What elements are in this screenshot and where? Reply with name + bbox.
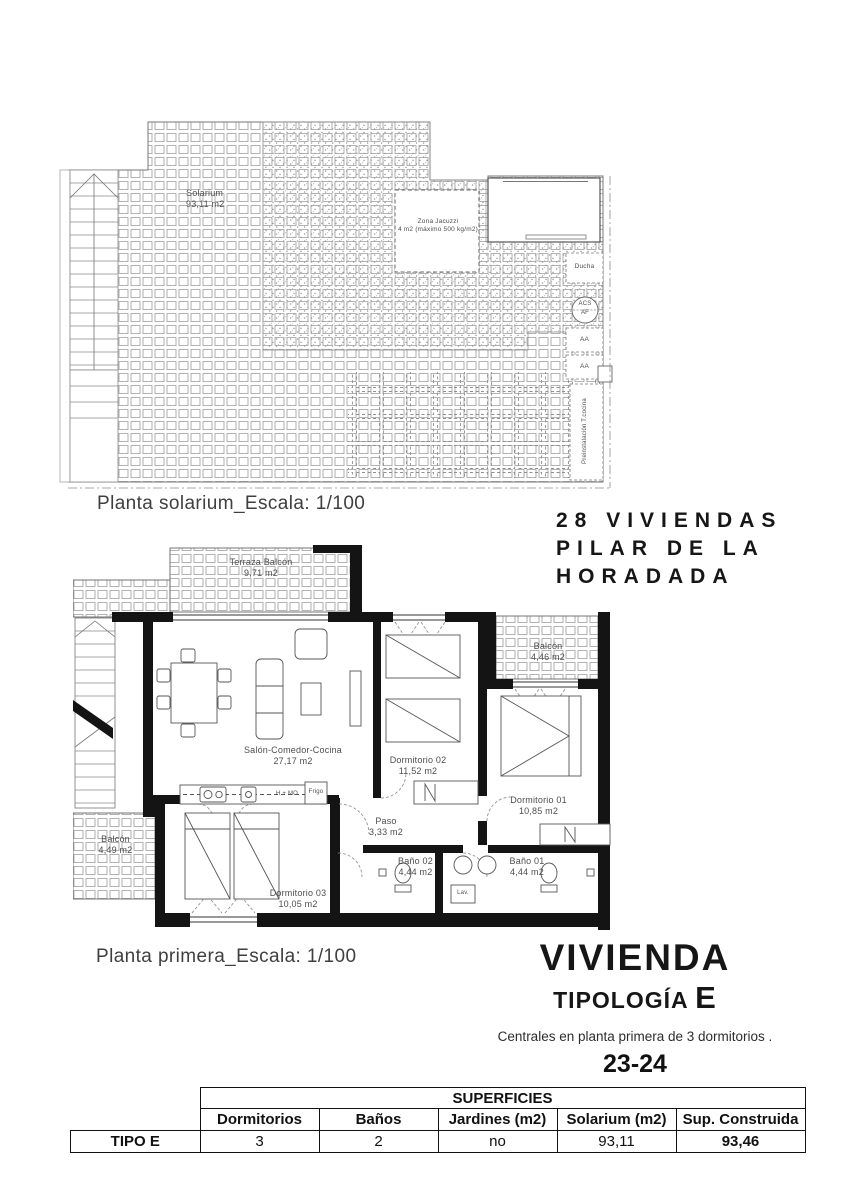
laundry-label: Lav. xyxy=(457,890,469,896)
project-title-line3: HORADADA xyxy=(556,565,735,588)
col-jardines: Jardines (m2) xyxy=(438,1109,557,1131)
room-label-terraza: Terraza Balcón 9,71 m2 xyxy=(229,557,293,578)
solarium-plan xyxy=(58,120,620,492)
room-label-bano-01: Baño 01 4,44 m2 xyxy=(509,856,545,877)
room-label-balcon-izquierdo: Balcón 4,49 m2 xyxy=(98,834,133,855)
surfaces-table xyxy=(70,1087,806,1153)
jacuzzi-label: Zona Jacuzzi 4 m2 (máximo 500 kg/m2) xyxy=(397,218,479,233)
project-title-line1: 28 VIVIENDAS xyxy=(556,509,783,532)
col-sup-construida: Sup. Construida xyxy=(676,1109,805,1131)
value-banos: 2 xyxy=(319,1131,438,1153)
col-dormitorios: Dormitorios xyxy=(200,1109,319,1131)
col-solarium: Solarium (m2) xyxy=(557,1109,676,1131)
value-solarium: 93,11 xyxy=(557,1131,676,1153)
unit-numbers: 23-24 xyxy=(603,1050,667,1078)
room-label-paso: Paso 3,33 m2 xyxy=(369,816,403,837)
unit-title: VIVIENDA xyxy=(539,937,731,978)
room-label-salon: Salón-Comedor-Cocina 27,17 m2 xyxy=(243,745,343,766)
first-floor-plan xyxy=(73,541,620,933)
aa-unit-label-bottom: AA xyxy=(579,363,590,370)
typology-letter: E xyxy=(695,980,717,1015)
table-title-row xyxy=(71,1088,806,1109)
room-label-balcon-derecho: Balcón 4,46 m2 xyxy=(531,641,565,662)
shower-label: Ducha xyxy=(574,263,595,270)
unit-typology xyxy=(494,980,776,1016)
typology-label: TIPOLOGÍA xyxy=(553,987,688,1013)
kitchen-hob-micro-label: H + MO xyxy=(275,791,299,797)
value-jardines: no xyxy=(438,1131,557,1153)
first-floor-plan-caption: Planta primera_Escala: 1/100 xyxy=(96,946,357,967)
project-title-line2: PILAR DE LA xyxy=(556,537,765,560)
table-value-row xyxy=(71,1131,806,1153)
unit-title-block xyxy=(494,938,776,1016)
af-label: AF xyxy=(580,310,590,316)
table-spacer xyxy=(71,1088,201,1109)
room-label-bano-02: Baño 02 4,44 m2 xyxy=(398,856,433,877)
solarium-room-label: Solarium 93,11 m2 xyxy=(186,188,225,209)
value-dormitorios: 3 xyxy=(200,1131,319,1153)
row-header-tipo-e: TIPO E xyxy=(71,1131,201,1153)
solarium-plan-caption: Planta solarium_Escala: 1/100 xyxy=(97,493,366,514)
table-spacer xyxy=(71,1109,201,1131)
fridge-label: Frigo xyxy=(308,789,324,795)
room-label-dormitorio-01: Dormitorio 01 10,85 m2 xyxy=(510,795,567,816)
preinstall-label: Preinstalación T.cocina xyxy=(582,398,588,464)
unit-note: Centrales en planta primera de 3 dormitorios . xyxy=(497,1029,773,1044)
room-label-dormitorio-03: Dormitorio 03 10,05 m2 xyxy=(269,888,327,909)
aa-unit-label-top: AA xyxy=(579,336,590,343)
solarium-plan-drawing xyxy=(58,120,620,492)
acs-label: ACS xyxy=(578,301,592,307)
value-sup-construida: 93,46 xyxy=(676,1131,805,1153)
table-title: SUPERFICIES xyxy=(200,1088,805,1109)
col-banos: Baños xyxy=(319,1109,438,1131)
table-header-row xyxy=(71,1109,806,1131)
room-label-dormitorio-02: Dormitorio 02 11,52 m2 xyxy=(389,755,447,776)
